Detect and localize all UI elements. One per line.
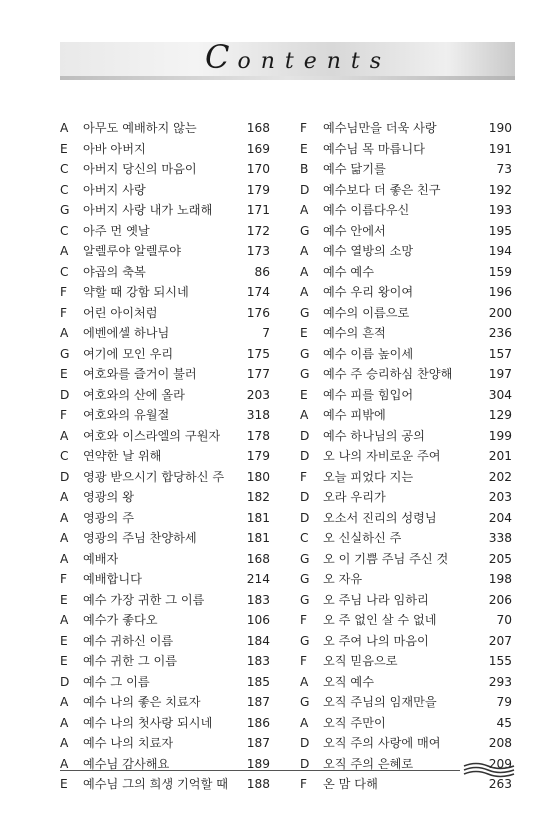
entry-page-number: 183 [246, 592, 270, 607]
entry-key: B [300, 162, 309, 176]
entry-title: 오직 주의 사랑에 매여 [323, 736, 441, 750]
entry-page-number: 263 [488, 777, 512, 791]
entry-title: 예수 하나님의 공의 [323, 428, 425, 443]
entry-page-number: 168 [246, 551, 270, 566]
entry-key: A [60, 715, 69, 730]
entry-title: 예수 나의 치료자 [83, 736, 174, 750]
entry-title: 여호와를 즐거이 불러 [83, 367, 197, 381]
entry-page-number: 318 [246, 408, 270, 422]
entry-key: A [60, 736, 69, 750]
contents-entry[interactable] [300, 159, 512, 180]
entry-key: G [300, 592, 310, 607]
contents-entry[interactable] [300, 426, 512, 447]
entry-key: F [300, 613, 308, 627]
entry-title: 오 신실하신 주 [323, 531, 402, 545]
entry-title: 예수 열방의 소망 [323, 244, 414, 258]
entry-page-number: 191 [488, 141, 512, 156]
entry-key: C [60, 162, 69, 176]
entry-title: 아무도 예배하지 않는 [83, 121, 197, 135]
contents-entry[interactable] [300, 590, 512, 611]
entry-key: D [300, 490, 310, 504]
entry-key: F [60, 305, 68, 320]
entry-title: 온 맘 다해 [323, 777, 378, 791]
contents-entry[interactable] [60, 200, 270, 221]
entry-key: A [60, 326, 69, 340]
entry-key: D [60, 469, 70, 484]
contents-entry[interactable] [60, 241, 270, 262]
contents-entry[interactable] [300, 282, 512, 303]
contents-entry[interactable] [60, 159, 270, 180]
entry-key: E [60, 777, 68, 791]
entry-page-number: 195 [488, 223, 512, 238]
entry-page-number: 170 [246, 162, 270, 176]
entry-key: E [60, 367, 68, 381]
entry-page-number: 197 [488, 367, 512, 381]
entry-title: 오직 예수 [323, 674, 374, 689]
entry-page-number: 181 [246, 510, 270, 525]
page-title [205, 38, 391, 76]
entry-page-number: 179 [246, 182, 270, 197]
entry-title: 예배자 [83, 551, 119, 566]
entry-title: 여기에 모인 우리 [83, 346, 174, 361]
entry-page-number: 159 [488, 264, 512, 279]
entry-page-number: 207 [488, 633, 512, 648]
entry-page-number: 188 [246, 777, 270, 791]
contents-entry[interactable] [300, 303, 512, 324]
contents-entry[interactable] [60, 508, 270, 529]
entry-page-number: 182 [246, 490, 270, 504]
entry-title: 에벤에셀 하나님 [83, 326, 170, 340]
entry-key: G [300, 346, 310, 361]
entry-title: 예수님만을 더욱 사랑 [323, 121, 437, 135]
entry-title: 예수님 그의 희생 기억할 때 [83, 777, 229, 791]
entry-title: 예수님 목 마릅니다 [323, 141, 425, 156]
entry-page-number: 7 [262, 326, 270, 340]
contents-entry[interactable] [300, 221, 512, 242]
entry-title: 예수 귀한 그 이름 [83, 654, 178, 668]
entry-key: F [300, 654, 308, 668]
entry-key: D [300, 756, 310, 771]
entry-key: C [60, 449, 69, 463]
contents-entry[interactable] [60, 323, 270, 344]
entry-key: D [60, 674, 70, 689]
contents-entry[interactable] [60, 692, 270, 713]
entry-key: A [60, 551, 69, 566]
entry-page-number: 183 [246, 654, 270, 668]
entry-page-number: 168 [246, 121, 270, 135]
entry-key: A [60, 121, 69, 135]
entry-key: A [300, 674, 309, 689]
page-title-initial: C [205, 38, 238, 76]
entry-key: G [300, 695, 310, 709]
entry-page-number: 198 [488, 572, 512, 586]
entry-page-number: 155 [488, 654, 512, 668]
contents-entry[interactable] [60, 344, 270, 365]
contents-entry[interactable] [60, 282, 270, 303]
entry-page-number: 86 [254, 264, 270, 279]
entry-page-number: 208 [488, 736, 512, 750]
contents-entry[interactable] [300, 610, 512, 631]
entry-key: A [60, 428, 69, 443]
entry-key: F [60, 572, 68, 586]
entry-key: A [300, 715, 309, 730]
entry-title: 오직 주님의 임재만을 [323, 695, 437, 709]
entry-key: G [300, 223, 310, 238]
entry-title: 예수보다 더 좋은 친구 [323, 182, 441, 197]
entry-key: E [60, 141, 68, 156]
entry-key: A [60, 695, 69, 709]
contents-entry[interactable] [300, 631, 512, 652]
contents-entry[interactable] [300, 467, 512, 488]
entry-page-number: 186 [246, 715, 270, 730]
entry-key: A [60, 756, 69, 771]
contents-entry[interactable] [300, 200, 512, 221]
entry-page-number: 173 [246, 244, 270, 258]
entry-key: D [300, 449, 310, 463]
entry-page-number: 177 [246, 367, 270, 381]
entry-title: 오소서 진리의 성령님 [323, 510, 437, 525]
contents-entry[interactable] [60, 139, 270, 160]
entry-key: A [300, 244, 309, 258]
entry-key: F [300, 777, 308, 791]
entry-page-number: 203 [246, 387, 270, 402]
contents-entry[interactable] [60, 651, 270, 672]
contents-entry[interactable] [60, 118, 270, 139]
entry-page-number: 157 [488, 346, 512, 361]
contents-entry[interactable] [300, 446, 512, 467]
entry-title: 예수 나의 첫사랑 되시네 [83, 715, 213, 730]
entry-title: 오직 주의 은혜로 [323, 756, 414, 771]
entry-title: 예수 예수 [323, 264, 374, 279]
entry-page-number: 293 [488, 674, 512, 689]
entry-key: G [300, 551, 310, 566]
entry-title: 예수 가장 귀한 그 이름 [83, 592, 205, 607]
contents-right-column [300, 118, 512, 795]
entry-key: A [60, 490, 69, 504]
entry-title: 예수 그 이름 [83, 674, 150, 689]
footer-wave-ornament-icon [462, 760, 517, 778]
entry-title: 여호와의 유월절 [83, 408, 170, 422]
entry-key: A [300, 285, 309, 299]
entry-key: A [60, 244, 69, 258]
entry-key: E [300, 326, 308, 340]
entry-title: 예수 피를 힘입어 [323, 387, 414, 402]
contents-entry[interactable] [60, 303, 270, 324]
entry-page-number: 73 [496, 162, 512, 176]
entry-page-number: 214 [246, 572, 270, 586]
entry-page-number: 199 [488, 428, 512, 443]
entry-page-number: 176 [246, 305, 270, 320]
entry-page-number: 172 [246, 223, 270, 238]
entry-title: 예수의 흔적 [323, 326, 386, 340]
entry-title: 예수 닮기를 [323, 162, 386, 176]
entry-page-number: 192 [488, 182, 512, 197]
entry-page-number: 189 [246, 756, 270, 771]
entry-title: 여호와의 산에 올라 [83, 387, 185, 402]
entry-title: 예수님 감사해요 [83, 756, 170, 771]
contents-entry[interactable] [60, 262, 270, 283]
entry-page-number: 178 [246, 428, 270, 443]
entry-key: F [300, 469, 308, 484]
entry-title: 예수의 이름으로 [323, 305, 410, 320]
contents-entry[interactable] [300, 487, 512, 508]
contents-entry[interactable] [60, 713, 270, 734]
entry-page-number: 194 [488, 244, 512, 258]
entry-page-number: 201 [488, 449, 512, 463]
entry-key: E [300, 387, 308, 402]
contents-entry[interactable] [300, 569, 512, 590]
contents-entry[interactable] [300, 651, 512, 672]
contents-entry[interactable] [300, 528, 512, 549]
entry-key: G [60, 203, 70, 217]
entry-page-number: 187 [246, 736, 270, 750]
contents-entry[interactable] [300, 139, 512, 160]
entry-key: C [60, 182, 69, 197]
contents-entry[interactable] [300, 713, 512, 734]
entry-title: 예수 귀하신 이름 [83, 633, 174, 648]
entry-title: 영광 받으시기 합당하신 주 [83, 469, 225, 484]
contents-entry[interactable] [300, 364, 512, 385]
contents-entry[interactable] [60, 180, 270, 201]
entry-key: C [60, 264, 69, 279]
entry-key: A [300, 408, 309, 422]
contents-entry[interactable] [300, 344, 512, 365]
contents-left-column [60, 118, 270, 795]
entry-page-number: 193 [488, 203, 512, 217]
entry-key: A [60, 531, 69, 545]
contents-entry[interactable] [300, 672, 512, 693]
contents-entry[interactable] [300, 323, 512, 344]
entry-key: C [60, 223, 69, 238]
footer-rule [60, 770, 460, 771]
contents-entry[interactable] [60, 774, 270, 795]
entry-title: 연약한 날 위해 [83, 449, 162, 463]
entry-key: D [300, 428, 310, 443]
entry-key: D [300, 736, 310, 750]
entry-title: 예배합니다 [83, 572, 142, 586]
entry-key: A [60, 510, 69, 525]
entry-title: 영광의 주님 찬양하세 [83, 531, 197, 545]
entry-title: 오 자유 [323, 572, 363, 586]
contents-entry[interactable] [60, 426, 270, 447]
entry-title: 알렐루야 알렐루야 [83, 244, 182, 258]
entry-page-number: 202 [488, 469, 512, 484]
entry-title: 예수 이름다우신 [323, 203, 410, 217]
entry-title: 아바 아버지 [83, 141, 146, 156]
contents-entry[interactable] [60, 364, 270, 385]
contents-entry[interactable] [300, 405, 512, 426]
entry-key: F [300, 121, 308, 135]
entry-key: G [300, 305, 310, 320]
entry-page-number: 196 [488, 285, 512, 299]
entry-title: 아버지 당신의 마음이 [83, 162, 197, 176]
contents-entry[interactable] [300, 692, 512, 713]
entry-key: G [60, 346, 70, 361]
contents-entry[interactable] [60, 733, 270, 754]
entry-key: G [300, 367, 310, 381]
contents-entry[interactable] [60, 569, 270, 590]
contents-entry[interactable] [300, 733, 512, 754]
entry-title: 아버지 사랑 [83, 182, 146, 197]
entry-page-number: 206 [488, 592, 512, 607]
entry-title: 예수가 좋다오 [83, 613, 158, 627]
entry-title: 영광의 주 [83, 510, 134, 525]
entry-page-number: 184 [246, 633, 270, 648]
entry-key: F [60, 285, 68, 299]
entry-page-number: 185 [246, 674, 270, 689]
entry-page-number: 79 [496, 695, 512, 709]
contents-entry[interactable] [60, 610, 270, 631]
entry-page-number: 204 [488, 510, 512, 525]
entry-title: 오 나의 자비로운 주여 [323, 449, 441, 463]
page-title-rest: ontents [237, 49, 392, 74]
entry-title: 예수 우리 왕이여 [323, 285, 414, 299]
entry-key: A [300, 264, 309, 279]
entry-key: E [60, 654, 68, 668]
entry-title: 예수 피밖에 [323, 408, 386, 422]
contents-entry[interactable] [300, 549, 512, 570]
entry-title: 오 주여 나의 마음이 [323, 633, 429, 648]
entry-title: 여호와 이스라엘의 구원자 [83, 428, 221, 443]
entry-page-number: 209 [488, 756, 512, 771]
entry-page-number: 45 [496, 715, 512, 730]
entry-key: D [300, 510, 310, 525]
entry-page-number: 236 [488, 326, 512, 340]
entry-page-number: 174 [246, 285, 270, 299]
entry-title: 오직 주만이 [323, 715, 386, 730]
contents-entry[interactable] [60, 221, 270, 242]
entry-key: C [300, 531, 309, 545]
contents-entry[interactable] [60, 446, 270, 467]
entry-page-number: 200 [488, 305, 512, 320]
entry-title: 오직 믿음으로 [323, 654, 398, 668]
entry-title: 예수 안에서 [323, 223, 386, 238]
entry-page-number: 187 [246, 695, 270, 709]
entry-title: 오늘 피었다 지는 [323, 469, 414, 484]
entry-title: 아버지 사랑 내가 노래해 [83, 203, 213, 217]
entry-page-number: 180 [246, 469, 270, 484]
contents-entry[interactable] [60, 528, 270, 549]
entry-key: D [60, 387, 70, 402]
entry-page-number: 171 [246, 203, 270, 217]
entry-key: G [300, 572, 310, 586]
entry-title: 오라 우리가 [323, 490, 386, 504]
header-underline [60, 76, 515, 80]
entry-page-number: 179 [246, 449, 270, 463]
entry-page-number: 70 [496, 613, 512, 627]
entry-page-number: 338 [488, 531, 512, 545]
entry-title: 예수 이름 높이세 [323, 346, 414, 361]
entry-key: G [300, 633, 310, 648]
entry-title: 예수 주 승리하심 찬양해 [323, 367, 453, 381]
contents-entry[interactable] [300, 241, 512, 262]
entry-key: E [300, 141, 308, 156]
entry-page-number: 181 [246, 531, 270, 545]
contents-entry[interactable] [300, 385, 512, 406]
contents-entry[interactable] [60, 487, 270, 508]
entry-title: 영광의 왕 [83, 490, 134, 504]
entry-title: 오 이 기쁨 주님 주신 것 [323, 551, 449, 566]
contents-entry[interactable] [60, 549, 270, 570]
entry-title: 어린 아이처럼 [83, 305, 158, 320]
entry-key: D [300, 182, 310, 197]
entry-page-number: 175 [246, 346, 270, 361]
entry-page-number: 190 [488, 121, 512, 135]
entry-key: A [300, 203, 309, 217]
entry-page-number: 106 [246, 613, 270, 627]
contents-entry[interactable] [60, 467, 270, 488]
entry-title: 약할 때 강함 되시네 [83, 285, 189, 299]
entry-key: F [60, 408, 68, 422]
contents-entry[interactable] [60, 405, 270, 426]
entry-page-number: 169 [246, 141, 270, 156]
entry-page-number: 205 [488, 551, 512, 566]
entry-page-number: 304 [488, 387, 512, 402]
entry-key: E [60, 633, 68, 648]
contents-entry[interactable] [60, 385, 270, 406]
entry-title: 야곱의 축복 [83, 264, 146, 279]
contents-entry[interactable] [60, 672, 270, 693]
entry-title: 오 주님 나라 임하리 [323, 592, 429, 607]
entry-title: 예수 나의 좋은 치료자 [83, 695, 201, 709]
contents-entry[interactable] [300, 262, 512, 283]
entry-title: 아주 먼 옛날 [83, 223, 150, 238]
entry-title: 오 주 없인 살 수 없네 [323, 613, 437, 627]
entry-key: E [60, 592, 68, 607]
contents-entry[interactable] [60, 590, 270, 611]
contents-entry[interactable] [300, 508, 512, 529]
contents-entry[interactable] [60, 631, 270, 652]
entry-key: A [60, 613, 69, 627]
contents-entry[interactable] [300, 118, 512, 139]
contents-entry[interactable] [300, 180, 512, 201]
entry-page-number: 203 [488, 490, 512, 504]
entry-page-number: 129 [488, 408, 512, 422]
